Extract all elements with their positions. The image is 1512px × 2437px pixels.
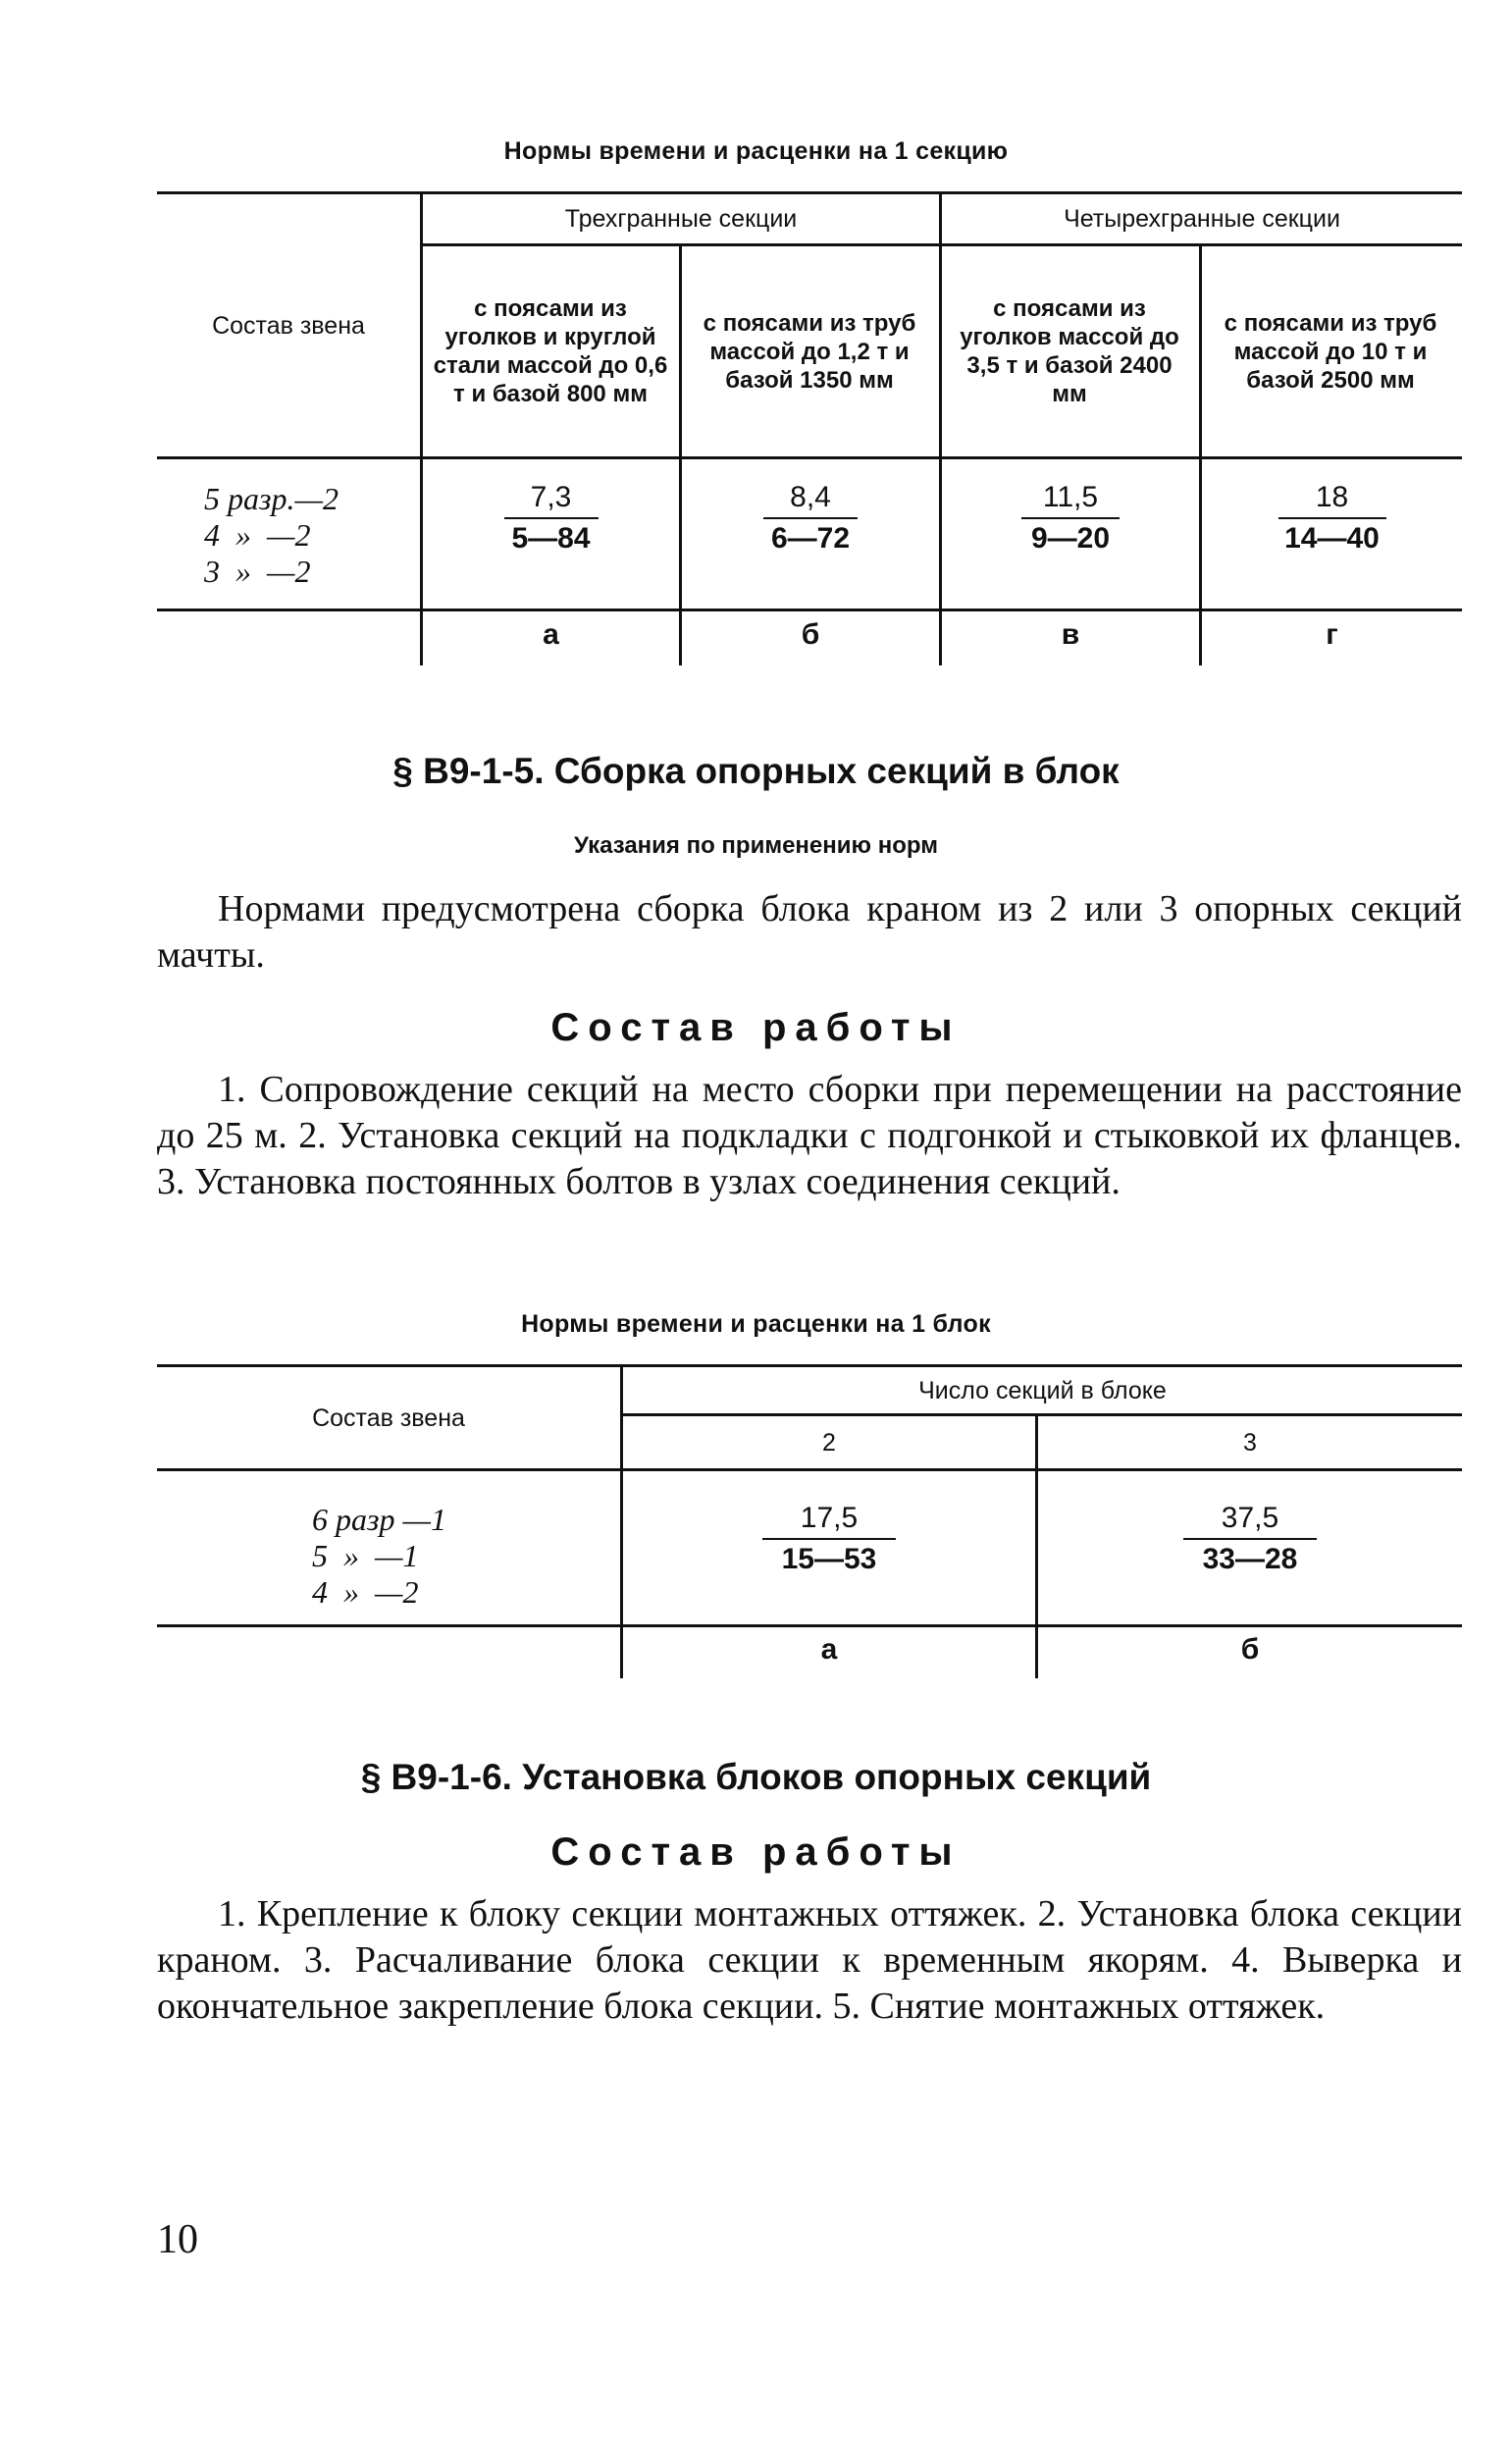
table2-value-b-time: 37,5 [1221,1502,1279,1534]
table1-group-trihedral: Трехгранные секции [564,205,798,233]
table2-value-b [1038,1499,1462,1579]
table2-group-header: Число секций в блоке [918,1376,1167,1404]
table2-crew-3: 4 » —2 [312,1574,419,1610]
section6-title: § В9-1-6. Установка блоков опорных секций [360,1757,1152,1797]
table2-letter-b: б [1240,1633,1260,1666]
table1-value-a-rate: 5—84 [511,522,591,555]
table1-vline-3 [939,191,942,665]
table1-vline-4 [1199,243,1202,665]
table1-value-c-rate: 9—20 [1030,522,1111,555]
table1-value-a [423,478,679,558]
table2-body-rule [157,1624,1462,1627]
table1-caption: Нормы времени и расценки на 1 секцию [503,137,1009,165]
table1-header-rule [157,456,1462,459]
table1-col-header: Состав звена [212,311,365,340]
table1-value-c-time: 11,5 [1042,481,1099,513]
table1-crew-3: 3 » —2 [204,554,311,589]
table1-group-tetrahedral: Четырехгранные секции [1064,205,1340,233]
table1-value-c [942,478,1199,558]
section5-note [157,886,1462,979]
table1-value-b-rate: 6—72 [770,522,851,555]
section5-title: § В9-1-5. Сборка опорных секций в блок [392,751,1120,791]
section5-work [157,1067,1462,1205]
page-number: 10 [157,2217,198,2262]
section5-work-text: 1. Сопровождение секций на место сборки при перемещении на расстояние до 25 м. 2. Установка секций на подкладки с подгонкой и стыковкой их фланцев. 3. Установка постоянных болтов в узлах соединения секций. [157,1069,1462,1202]
section6-work [157,1891,1462,2030]
section5-subtitle: Указания по применению норм [574,832,938,859]
section5-work-title: Состав работы [550,1006,962,1049]
table2-value-a-rate: 15—53 [781,1543,877,1575]
section6-work-text: 1. Крепление к блоку секции монтажных оттяжек. 2. Установка блока секции краном. 3. Расчаливание блока секции к временным якорям. 4. Выверка и окончательное закрепление блока секции. 5. Снятие монтажных оттяжек. [157,1893,1462,2027]
table1-letter-b: б [801,618,820,651]
table1-crew-1: 5 разр.—2 [204,481,339,516]
table1-value-d-rate: 14—40 [1284,522,1380,555]
table2-caption: Нормы времени и расценки на 1 блок [521,1310,991,1338]
table2-crew-1: 6 разр —1 [312,1502,446,1537]
table1-sub-1: с поясами из уголков и круглой стали массой до 0,6 т и базой 800 мм [433,295,668,407]
table1-vline-2 [679,243,682,665]
table2-value-a-time: 17,5 [800,1502,859,1534]
table2-crew-2: 5 » —1 [312,1538,419,1573]
table1-value-b [682,478,939,558]
table1-value-a-time: 7,3 [530,481,572,513]
table1-letter-a: а [543,618,559,651]
table1-letter-d: г [1326,618,1338,651]
table1-body-rule [157,609,1462,611]
table1-sub-3: с поясами из уголков массой до 3,5 т и базой 2400 мм [960,295,1179,407]
table1-letter-c: в [1061,618,1080,651]
table1-sub-4: с поясами из труб массой до 10 т и базой 2500 мм [1224,309,1437,394]
table2-sub-3: 3 [1243,1428,1257,1457]
table2-header-rule [157,1468,1462,1471]
table2-value-a [623,1499,1035,1579]
table1-sub-2: с поясами из труб массой до 1,2 т и базой 1350 мм [703,309,916,394]
section6-work-title: Состав работы [550,1830,962,1874]
table2-value-b-rate: 33—28 [1202,1543,1298,1575]
table2-sub-2: 2 [822,1428,836,1457]
table1-value-d [1202,478,1462,558]
table2-col-header: Состав звена [312,1404,465,1432]
section5-note-text: Нормами предусмотрена сборка блока краном из 2 или 3 опорных секций мачты. [157,888,1462,976]
table1-value-b-time: 8,4 [790,481,831,513]
table1-value-d-time: 18 [1315,481,1349,513]
table1-vline-1 [420,191,423,665]
table1-crew-2: 4 » —2 [204,517,311,553]
table2-letter-a: а [820,1633,838,1666]
